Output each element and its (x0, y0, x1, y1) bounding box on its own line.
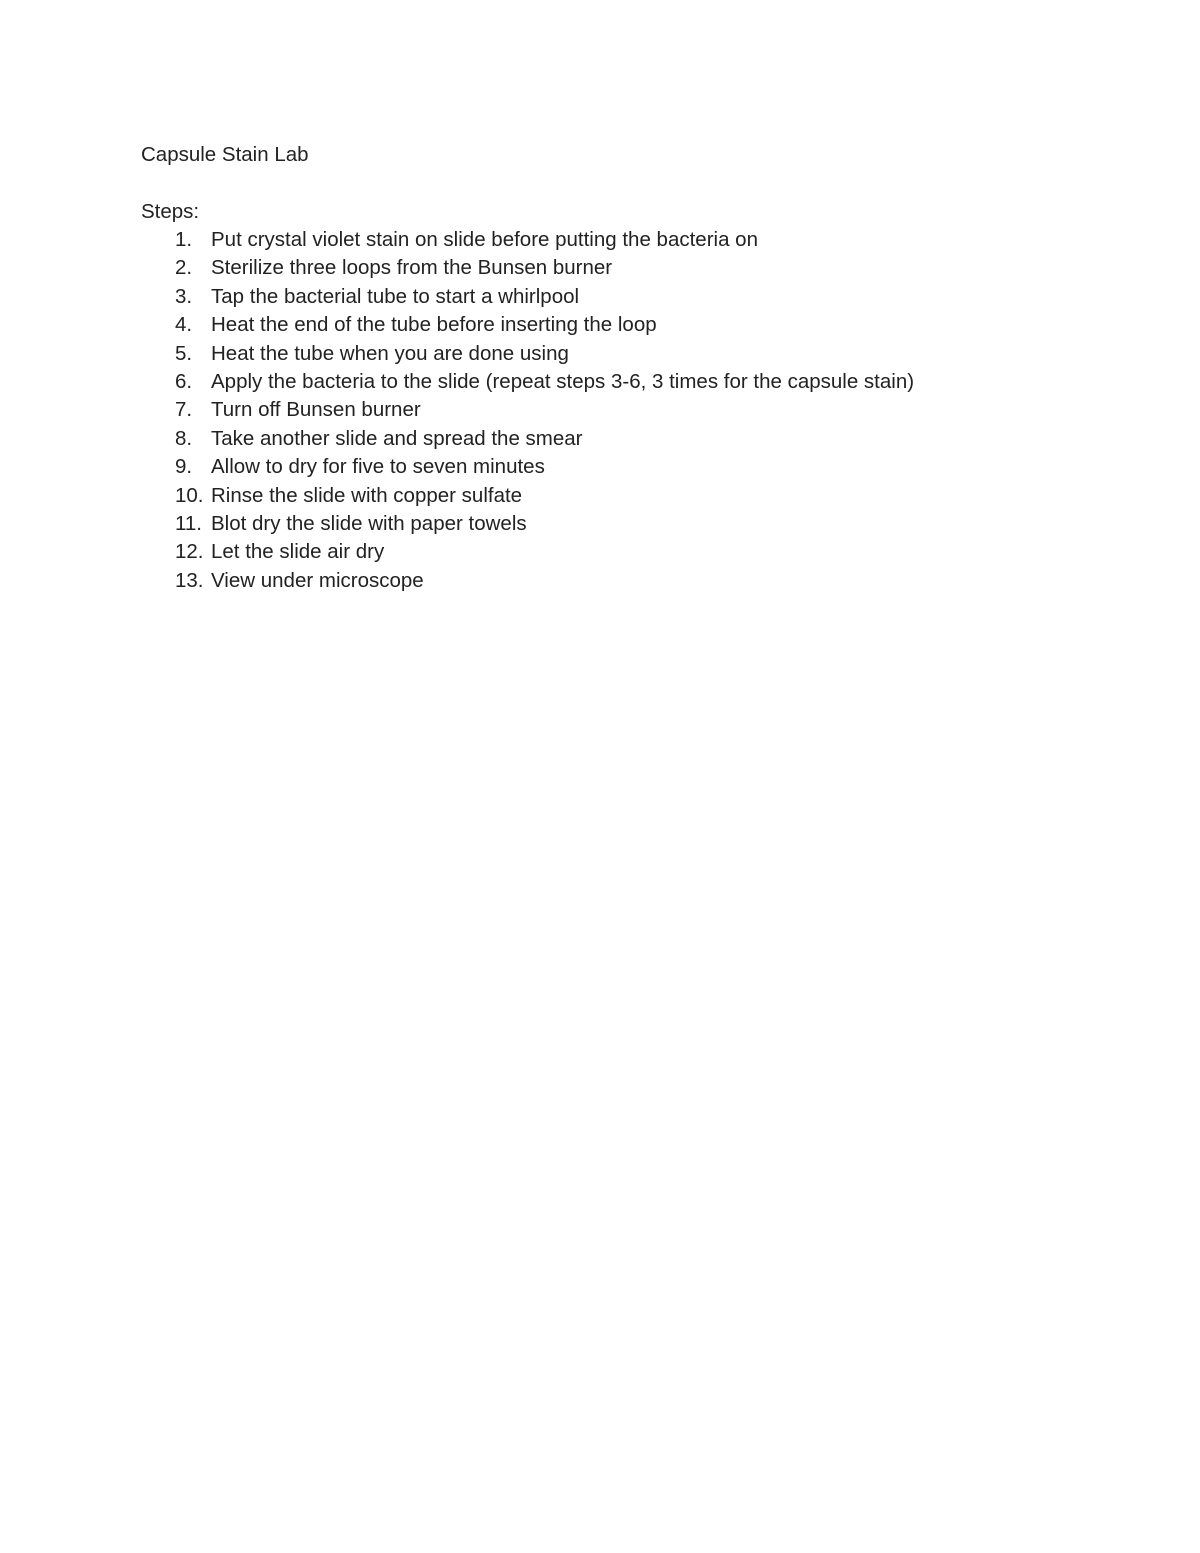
step-number: 1. (175, 228, 193, 251)
step-number: 2. (175, 256, 193, 280)
step-number: 13. (175, 568, 204, 592)
step-number: 8. (175, 426, 193, 450)
steps-heading: Steps: (141, 200, 200, 223)
step-number: 4. (175, 313, 193, 337)
step-text: Turn off Bunsen burner (211, 398, 421, 422)
step-number: 5. (175, 341, 193, 365)
step-text: Put crystal violet stain on slide before putting the bacteria on (211, 228, 758, 251)
step-number: 12. (175, 540, 204, 564)
step-number: 3. (175, 284, 193, 308)
step-number: 11. (175, 511, 202, 535)
step-text: Apply the bacteria to the slide (repeat steps 3-6, 3 times for the capsule stain) (211, 369, 915, 393)
step-text: Sterilize three loops from the Bunsen burner (211, 256, 613, 280)
step-number: 7. (175, 398, 193, 422)
step-text: Tap the bacterial tube to start a whirlpool (211, 284, 580, 308)
step-number: 6. (175, 369, 193, 393)
step-text: Blot dry the slide with paper towels (211, 511, 527, 535)
step-text: Take another slide and spread the smear (211, 426, 583, 450)
step-text: Heat the end of the tube before inserting the loop (211, 313, 657, 337)
step-number: 10. (175, 483, 204, 507)
document-title: Capsule Stain Lab (141, 143, 309, 166)
step-text: Heat the tube when you are done using (211, 341, 569, 365)
step-number: 9. (175, 455, 193, 479)
step-text: Allow to dry for five to seven minutes (211, 455, 545, 479)
step-text: View under microscope (211, 568, 424, 592)
step-text: Let the slide air dry (211, 540, 385, 564)
step-text: Rinse the slide with copper sulfate (211, 483, 523, 507)
